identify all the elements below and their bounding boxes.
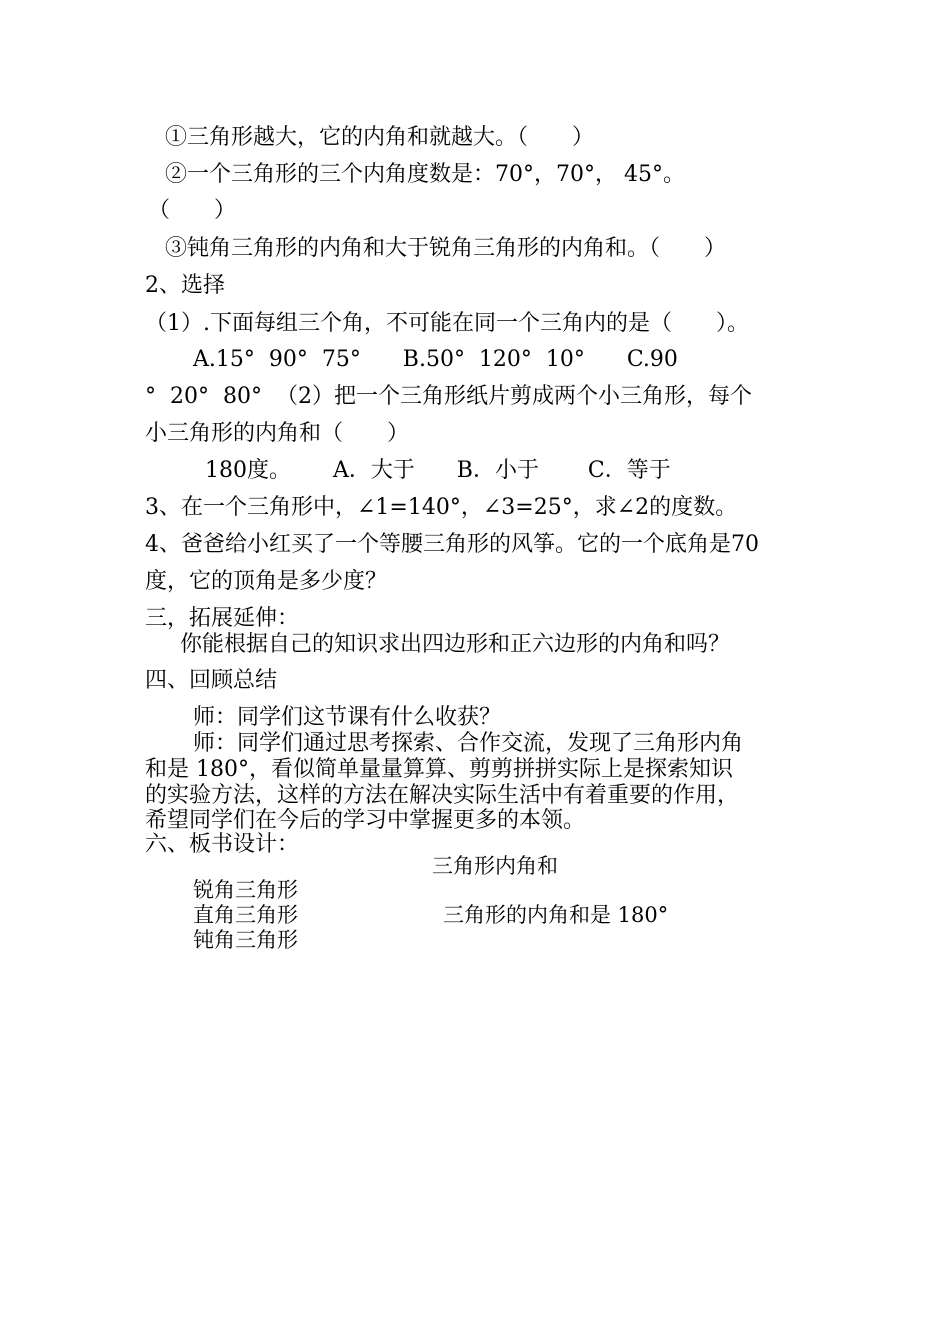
review-line2: 师：同学们通过思考探索、合作交流，发现了三角形内角 xyxy=(193,731,744,756)
board-title: 三角形内角和 xyxy=(432,854,558,878)
judge-q2-paren: （ ） xyxy=(148,198,237,223)
extend-heading: 三，拓展延伸： xyxy=(145,606,300,631)
board-item-acute: 锐角三角形 xyxy=(193,878,298,902)
choice-q1-options: A.15° 90° 75° B.50° 120° 10° C.90 xyxy=(193,347,678,372)
judge-q1: ①三角形越大，它的内角和就越大。（ ） xyxy=(165,125,595,150)
review-line1: 师：同学们这节课有什么收获？ xyxy=(193,705,502,730)
review-line5: 希望同学们在今后的学习中掌握更多的本领。 xyxy=(145,808,586,833)
choice-q1-options-cont: ° 20° 80° （2）把一个三角形纸片剪成两个小三角形，每个 xyxy=(145,384,752,409)
board-heading: 六、板书设计： xyxy=(145,832,300,857)
choice-q2-options: 180度。 A．大于 B．小于 C．等于 xyxy=(205,458,671,483)
review-heading: 四、回顾总结 xyxy=(145,668,278,693)
board-item-obtuse: 钝角三角形 xyxy=(193,928,298,952)
review-line4: 的实验方法，这样的方法在解决实际生活中有着重要的作用， xyxy=(145,783,740,808)
choice-q2-line: 小三角形的内角和（ ） xyxy=(145,421,410,446)
board-conclusion: 三角形的内角和是 180° xyxy=(443,903,669,927)
judge-q3: ③钝角三角形的内角和大于锐角三角形的内角和。（ ） xyxy=(165,236,727,261)
judge-q2: ②一个三角形的三个内角度数是：70°，70°， 45°。 xyxy=(165,162,685,187)
review-line3: 和是 180°，看似简单量量算算、剪剪拼拼实际上是探索知识 xyxy=(145,757,733,782)
question-3: 3、在一个三角形中，∠1=140°，∠3=25°，求∠2的度数。 xyxy=(145,495,738,520)
choice-q1: （1）.下面每组三个角，不可能在同一个三角内的是（ ）。 xyxy=(145,311,749,336)
board-item-right: 直角三角形 xyxy=(193,903,298,927)
question-4-line1: 4、爸爸给小红买了一个等腰三角形的风筝。它的一个底角是70 xyxy=(145,532,759,557)
extend-text: 你能根据自己的知识求出四边形和正六边形的内角和吗？ xyxy=(180,632,731,657)
choice-heading: 2、选择 xyxy=(145,273,225,298)
question-4-line2: 度，它的顶角是多少度？ xyxy=(145,569,388,594)
